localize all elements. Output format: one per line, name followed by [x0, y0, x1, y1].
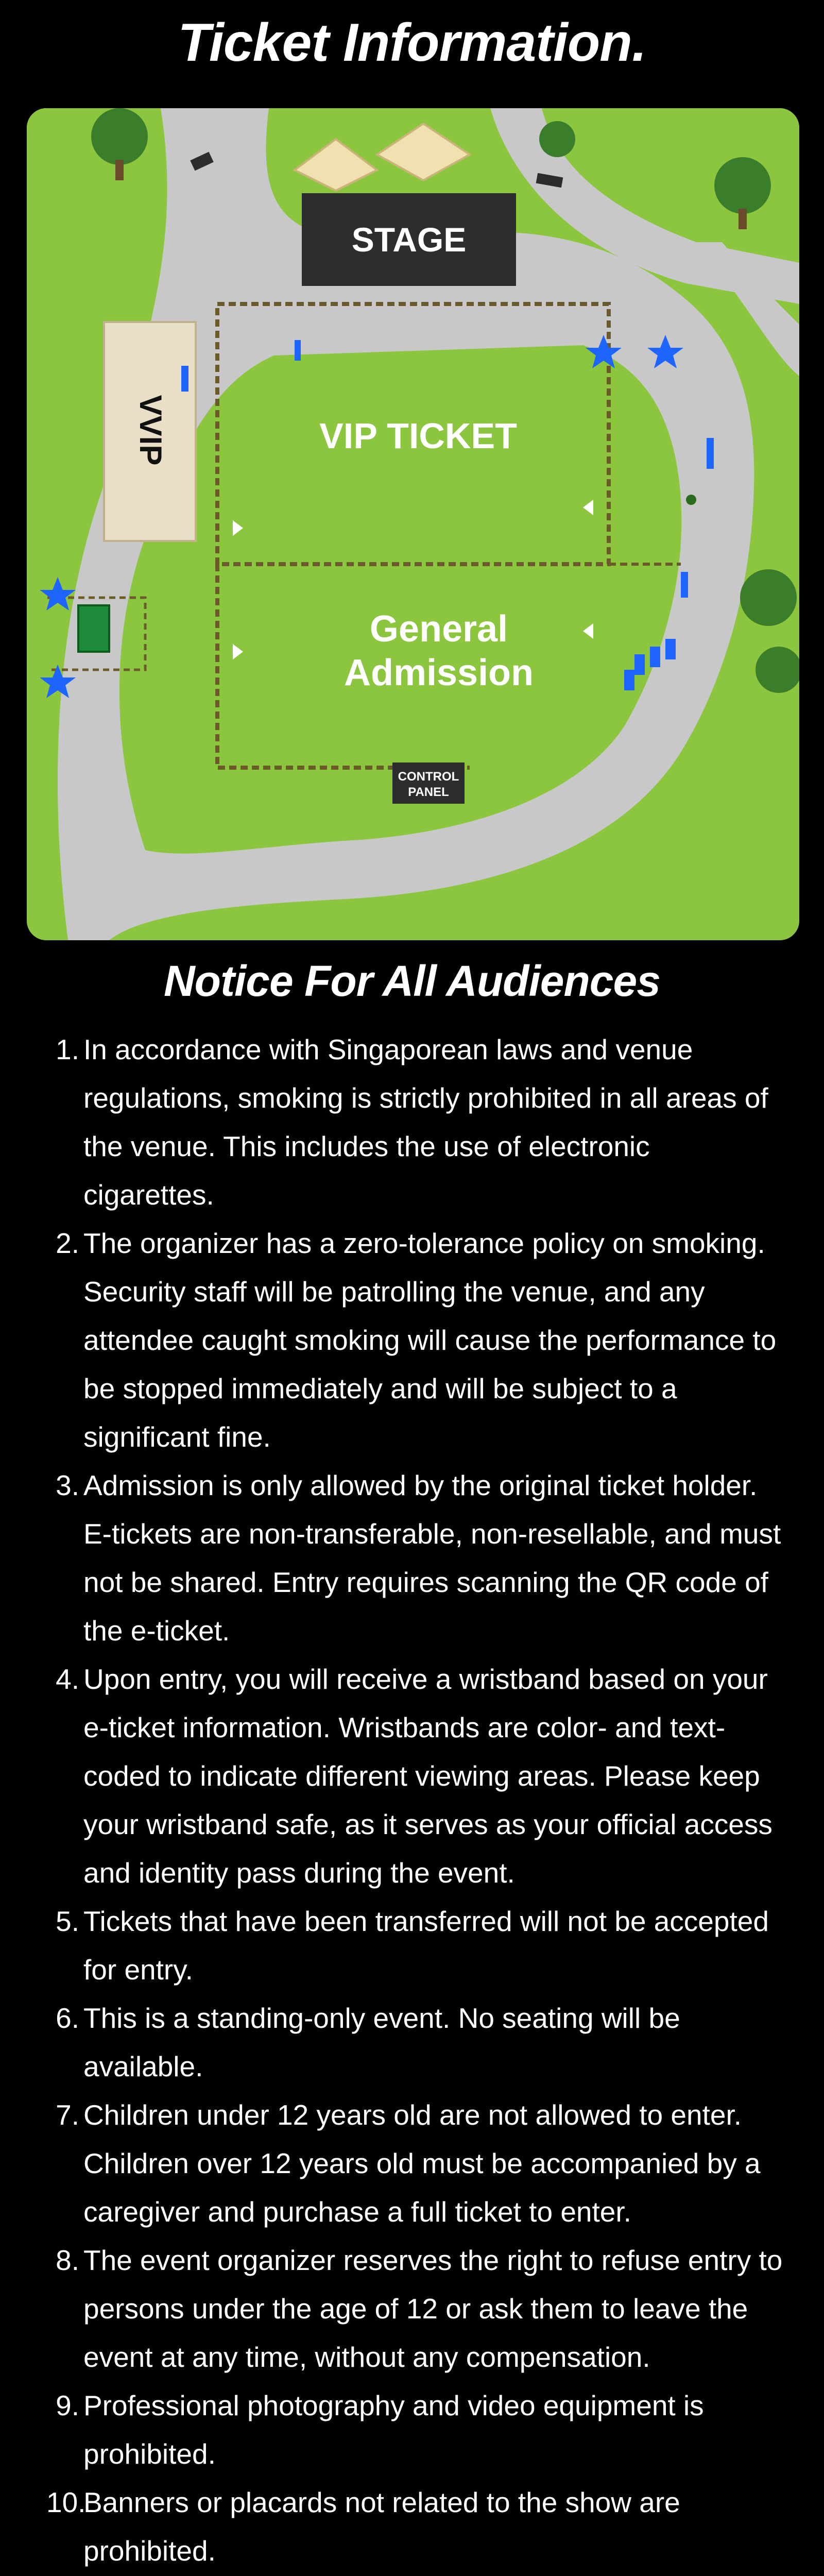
notice-text: The event organizer reserves the right to refuse entry to persons under the age of 12 or ask them to leave the event at any time, without any compensation.: [83, 2244, 783, 2373]
notice-text: The organizer has a zero-tolerance policy on smoking. Security staff will be patrolling the venue, and any attendee caught smoking will cause the performance to be stopped immediately and will be subject to a significant fine.: [83, 1227, 777, 1453]
notice-text: This is a standing-only event. No seating will be available.: [83, 2002, 680, 2082]
notice-number: 5.: [56, 1905, 79, 1937]
notice-number: 4.: [56, 1663, 79, 1695]
notice-number: 6.: [56, 2002, 79, 2034]
notice-number: 1.: [56, 1033, 79, 1065]
vvip-label: VVIP: [133, 395, 168, 466]
notice-item: [46, 1655, 788, 1897]
notice-text: Professional photography and video equipment is prohibited.: [83, 2389, 704, 2470]
notice-item: [46, 1897, 788, 1994]
notice-item: [46, 2091, 788, 2236]
notice-item: [46, 2236, 788, 2381]
notice-number: 3.: [56, 1469, 79, 1501]
notice-text: Children under 12 years old are not allowed to enter. Children over 12 years old must be accompanied by a caregiver and purchase a full ticket to enter.: [83, 2099, 761, 2228]
notice-title: Notice For All Audiences: [164, 957, 660, 1005]
notice-text: In accordance with Singaporean laws and venue regulations, smoking is strictly prohibited in all areas of the venue. This includes the use of electronic cigarettes.: [83, 1033, 768, 1211]
notice-item: [46, 1025, 788, 1219]
notice-item: [46, 2381, 788, 2478]
page-title: Ticket Information.: [178, 13, 646, 73]
notice-text: Upon entry, you will receive a wristband based on your e-ticket information. Wristbands are color- and text-coded to indicate different viewing areas. Please keep your wristband safe, as it serves as your official access and identity pass during the event.: [83, 1663, 772, 1889]
notice-item: [46, 2478, 788, 2575]
control-label-2: PANEL: [408, 785, 449, 799]
notice-number: 8.: [56, 2244, 79, 2276]
notice-item: [46, 1994, 788, 2091]
vip-label: VIP TICKET: [319, 416, 517, 456]
notice-number: 9.: [56, 2389, 79, 2421]
notice-number: 7.: [56, 2099, 79, 2131]
ga-label-2: Admission: [344, 652, 534, 693]
notice-item: [46, 1461, 788, 1655]
notice-number: 10.: [46, 2486, 86, 2518]
notice-text: Tickets that have been transferred will not be accepted for entry.: [83, 1905, 769, 1986]
notice-list: [46, 1025, 788, 2576]
notice-text: Banners or placards not related to the show are prohibited.: [83, 2486, 680, 2567]
ga-label-1: General: [369, 608, 508, 650]
notice-text: Admission is only allowed by the original ticket holder. E-tickets are non-transferable, non-resellable, and must not be shared. Entry requires scanning the QR code of the e-ticket.: [83, 1469, 781, 1647]
stage-label: STAGE: [351, 221, 467, 259]
notice-number: 2.: [56, 1227, 79, 1259]
notice-item: [46, 1219, 788, 1461]
venue-map: [27, 108, 799, 940]
control-label-1: CONTROL: [398, 770, 459, 784]
